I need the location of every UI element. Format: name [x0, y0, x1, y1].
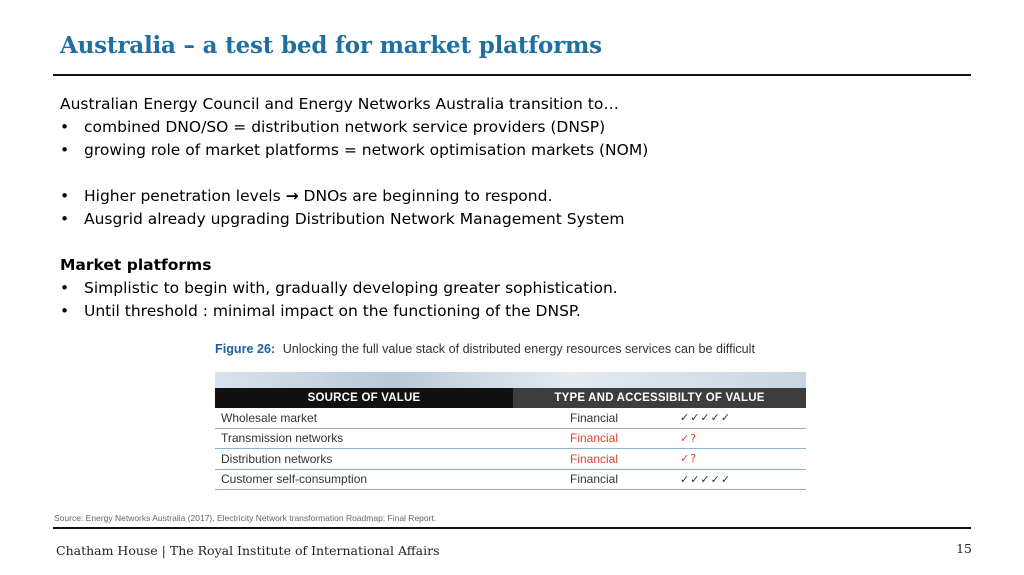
- figure-caption-text: Unlocking the full value stack of distributed energy resources services can be difficult: [282, 342, 755, 356]
- spacer: [60, 162, 960, 185]
- source-cell: Customer self-consumption: [221, 472, 368, 487]
- source-cell: Distribution networks: [221, 451, 333, 466]
- list-item-text: growing role of market platforms = network optimisation markets (NOM): [84, 141, 649, 159]
- bullet-icon: •: [60, 302, 70, 320]
- figure-caption: [215, 342, 755, 356]
- checkmark-icon: ✓✓✓✓✓: [680, 411, 732, 425]
- section-heading: Market platforms: [60, 256, 212, 274]
- table-body: [215, 408, 806, 490]
- figure-banner-image: [215, 372, 806, 388]
- list-item: [60, 208, 960, 231]
- slide-title: Australia – a test bed for market platforms: [60, 32, 602, 59]
- bullet-icon: •: [60, 187, 70, 205]
- table-row: [215, 429, 806, 450]
- slide-body: [60, 93, 960, 323]
- type-cell: Financial: [570, 472, 619, 487]
- type-cell: Financial: [570, 451, 619, 466]
- list-item: [60, 116, 960, 139]
- bullet-icon: •: [60, 141, 70, 159]
- list-item-text: Until threshold : minimal impact on the functioning of the DNSP.: [84, 302, 581, 320]
- figure-label: Figure 26:: [215, 342, 276, 356]
- spacer: [60, 231, 960, 254]
- value-table: [215, 388, 806, 490]
- column-header-type: TYPE AND ACCESSIBILTY OF VALUE: [513, 388, 806, 408]
- list-item: [60, 185, 960, 208]
- list-item-text: Ausgrid already upgrading Distribution Network Management System: [84, 210, 625, 228]
- footer-organization: Chatham House | The Royal Institute of International Affairs: [56, 543, 440, 558]
- footer-divider: [53, 527, 971, 529]
- list-item-text: DNOs are beginning to respond.: [298, 187, 553, 205]
- arrow-right-icon: →: [285, 187, 299, 205]
- list-item: [60, 277, 960, 300]
- list-item-text: combined DNO/SO = distribution network service providers (DNSP): [84, 118, 606, 136]
- list-item-text: Simplistic to begin with, gradually developing greater sophistication.: [84, 279, 618, 297]
- source-cell: Transmission networks: [221, 431, 344, 446]
- bullet-icon: •: [60, 279, 70, 297]
- intro-text: Australian Energy Council and Energy Networks Australia transition to…: [60, 95, 619, 113]
- table-header: [215, 388, 806, 408]
- checkmark-icon: ✓?: [680, 452, 698, 466]
- type-cell: Financial: [570, 410, 619, 425]
- list-item-text: Higher penetration levels: [84, 187, 286, 205]
- bullet-icon: •: [60, 210, 70, 228]
- title-divider: [53, 74, 971, 76]
- page-number: 15: [956, 541, 972, 556]
- checkmark-icon: ✓✓✓✓✓: [680, 472, 732, 486]
- checkmark-icon: ✓?: [680, 431, 698, 445]
- type-cell: Financial: [570, 431, 619, 446]
- list-item: [60, 139, 960, 162]
- source-cell: Wholesale market: [221, 410, 318, 425]
- bullet-icon: •: [60, 118, 70, 136]
- column-header-source: SOURCE OF VALUE: [307, 392, 421, 404]
- table-row: [215, 470, 806, 491]
- table-row: [215, 449, 806, 470]
- table-row: [215, 408, 806, 429]
- list-item: [60, 300, 960, 323]
- source-note: Source: Energy Networks Australia (2017), Electricity Network transformation Roadmap: Final Report.: [54, 513, 437, 523]
